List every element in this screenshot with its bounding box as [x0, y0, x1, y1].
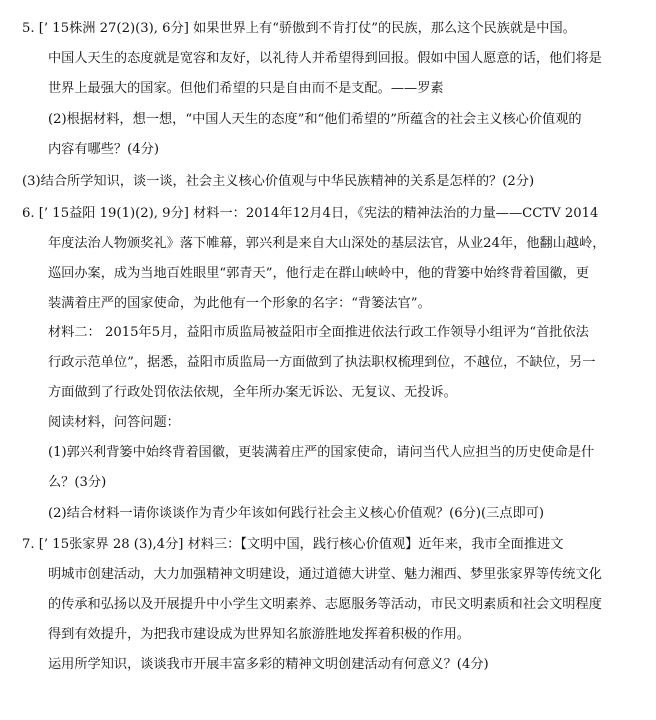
- q6-line-3: 巡回办案，成为当地百姓眼里“郭青天”，他行走在群山峡岭中，他的背篓中始终背着国徽，更: [48, 266, 589, 281]
- q5-line-3: 世界上最强大的国家。但他们希望的只是自由而不是支配。——罗素: [48, 81, 444, 96]
- q7-line-1: 7. [’ 15张家界 28 (3),4分] 材料三：【文明中国，践行核心价值观】近年来，我市全面推进文: [22, 537, 564, 552]
- q5-line-5: 内容有哪些？(4分): [48, 142, 159, 157]
- q6-line-8: 阅读材料，问答问题：: [48, 415, 180, 430]
- q7-line-3: 的传承和弘扬以及开展提升中小学生文明素养、志愿服务等活动，市民文明素质和社会文明程度: [48, 597, 602, 612]
- q7-line-2: 明城市创建活动，大力加强精神文明建设，通过道德大讲堂、魅力湘西、梦里张家界等传统文化: [48, 567, 602, 582]
- q6-line-6: 行政示范单位”，据悉，益阳市质监局一方面做到了执法职权梳理到位，不越位，不缺位，另一: [48, 355, 596, 370]
- q6-line-10: 么？(3分): [48, 475, 107, 490]
- q7-line-5: 运用所学知识，谈谈我市开展丰富多彩的精神文明创建活动有何意义？(4分): [48, 657, 489, 672]
- q7-line-4: 得到有效提升，为把我市建设成为世界知名旅游胜地发挥着积极的作用。: [48, 627, 470, 642]
- q6-line-7: 方面做到了行政处罚依法依规，全年所办案无诉讼、无复议、无投诉。: [48, 385, 457, 400]
- q6-line-11: (2)结合材料一请你谈谈作为青少年该如何践行社会主义核心价值观？(6分)(三点即可): [48, 506, 545, 521]
- q5-line-2: 中国人天生的态度就是宽容和友好，以礼待人并希望得到回报。假如中国人愿意的话，他们将是: [48, 51, 602, 66]
- q5-line-6: (3)结合所学知识，谈一谈，社会主义核心价值观与中华民族精神的关系是怎样的？(2分): [22, 174, 535, 189]
- q6-line-2: 年度法治人物颁奖礼》落下帷幕，郭兴利是来自大山深处的基层法官，从业24年，他翻山越岭，: [48, 236, 606, 251]
- q5-line-1: 5. [’ 15株洲 27(2)(3), 6分] 如果世界上有“骄傲到不肯打仗”的民族，那么这个民族就是中国。: [22, 21, 576, 36]
- q6-line-1: 6. [’ 15益阳 19(1)(2), 9分] 材料一：2014年12月4日，《宪法的精神法治的力量——CCTV 2014: [22, 206, 599, 221]
- q6-line-9: (1)郭兴利背篓中始终背着国徽，更装满着庄严的国家使命，请问当代人应担当的历史使命是什: [48, 445, 595, 460]
- q5-line-4: (2)根据材料，想一想，“中国人天生的态度”和“他们希望的”所蕴含的社会主义核心价值观的: [48, 112, 582, 127]
- q6-line-4: 装满着庄严的国家使命，为此他有一个形象的名字：“背篓法官”。: [48, 296, 431, 311]
- q6-line-5: 材料二： 2015年5月，益阳市质监局被益阳市全面推进依法行政工作领导小组评为“首批依法: [48, 325, 589, 340]
